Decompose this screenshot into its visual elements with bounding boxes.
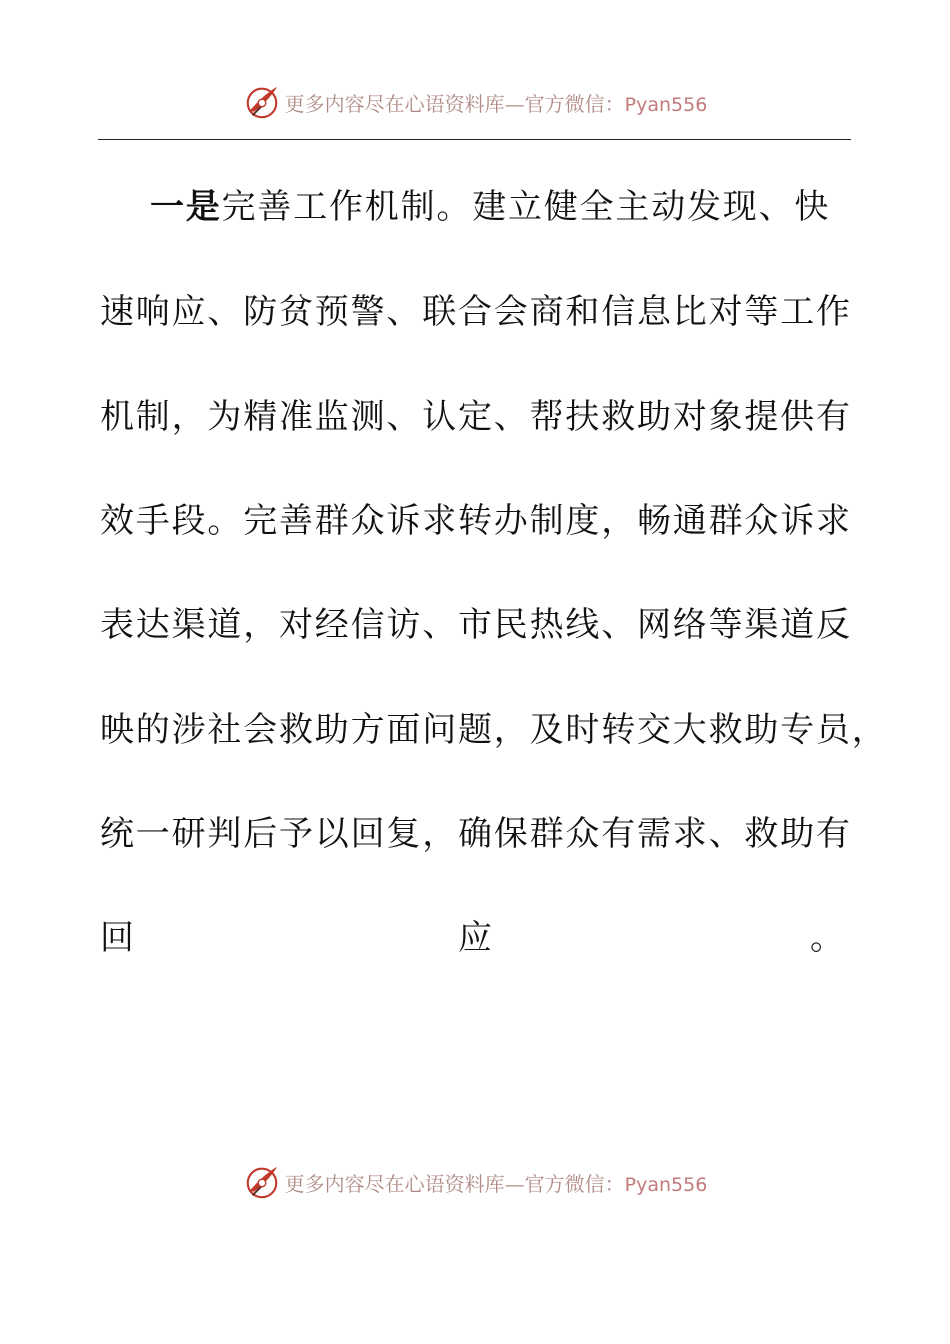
- paragraph-lead: 一是: [150, 187, 222, 227]
- header-divider: [98, 139, 851, 140]
- paragraph-line-7: 统一研判后予以回复，确保群众有需求、救助有: [100, 814, 852, 854]
- paragraph-line-2: 速响应、防贫预警、联合会商和信息比对等工作: [100, 292, 852, 332]
- quill-pen-logo-icon: [243, 1163, 281, 1201]
- footer-banner-main: 更多内容尽在心语资料库: [284, 1171, 505, 1196]
- paragraph-line-5: 表达渠道，对经信访、市民热线、网络等渠道反: [100, 605, 852, 645]
- header-banner-dash: —: [504, 91, 525, 116]
- header-banner: [0, 82, 950, 122]
- footer-banner-text: [285, 1168, 708, 1197]
- paragraph-line-1: [150, 185, 830, 229]
- paragraph-line-3: 机制，为精准监测、认定、帮扶救助对象提供有: [100, 397, 852, 437]
- paragraph-line-1-text: 完善工作机制。建立健全主动发现、快: [221, 187, 831, 227]
- footer-banner-dash: —: [504, 1171, 525, 1196]
- paragraph-line-6: 映的涉社会救助方面问题，及时转交大救助专员，: [100, 710, 888, 750]
- header-banner-text: [285, 88, 708, 117]
- paragraph-line-8-char-b: 应: [458, 918, 494, 958]
- paragraph-line-8-char-c: 。: [810, 918, 846, 958]
- footer-banner-wechat-id: Pyan556: [624, 1173, 708, 1196]
- paragraph-line-8: [100, 916, 850, 960]
- footer-banner-wechat-label: 官方微信：: [524, 1171, 625, 1196]
- quill-pen-logo-icon: [243, 83, 281, 121]
- footer-banner: [0, 1162, 950, 1202]
- header-banner-main: 更多内容尽在心语资料库: [284, 91, 505, 116]
- header-banner-wechat-label: 官方微信：: [524, 91, 625, 116]
- header-banner-wechat-id: Pyan556: [624, 93, 708, 116]
- paragraph-line-8-char-a: 回: [100, 918, 136, 958]
- paragraph-line-4: 效手段。完善群众诉求转办制度，畅通群众诉求: [100, 501, 852, 541]
